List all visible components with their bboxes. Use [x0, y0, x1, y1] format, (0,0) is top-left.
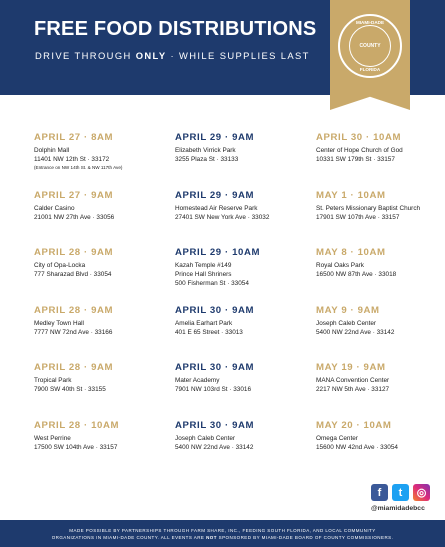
event-location: Mater Academy [175, 377, 220, 384]
event-date-time: MAY 9 · 9AM [316, 304, 380, 316]
event-location: Amelia Earhart Park [175, 319, 233, 327]
subtitle-post: · WHILE SUPPLIES LAST [166, 50, 310, 61]
event-location: St. Peters Missionary Baptist Church [316, 204, 421, 212]
subtitle-bold: ONLY [135, 50, 167, 61]
event-address: 27401 SW New York Ave · 33032 [175, 213, 270, 221]
event-location: Royal Oaks Park [316, 262, 364, 269]
event-location: Prince Hall Shriners [175, 271, 232, 278]
event-date-time: APRIL 30 · 9AM [175, 304, 255, 316]
events-grid [34, 132, 424, 477]
subtitle-pre: DRIVE THROUGH [35, 50, 136, 61]
event-location: Elizabeth Virrick Park [175, 147, 236, 154]
event-address: 10331 SW 179th St · 33157 [316, 156, 395, 163]
event-location: Dolphin Mall [34, 147, 70, 154]
social-links [371, 484, 430, 501]
facebook-icon[interactable]: f [371, 484, 388, 501]
event-address: 3255 Plaza St · 33133 [175, 156, 239, 163]
event-address: 2217 NW 5th Ave · 33127 [316, 386, 390, 393]
event-date-time: MAY 20 · 10AM [316, 419, 392, 431]
event-address: 11401 NW 12th St · 33172 [34, 156, 110, 163]
event-address: 21001 NW 27th Ave · 33056 [34, 213, 115, 221]
social-handle[interactable]: @miamidadebcc [371, 505, 425, 512]
page-title: FREE FOOD DISTRIBUTIONS [34, 18, 317, 40]
event-address: 7900 SW 40th St · 33155 [34, 386, 106, 393]
event-date-time: APRIL 30 · 9AM [175, 419, 255, 431]
event-card [175, 190, 316, 248]
event-entrance-note: (Entrance on NW 14th St. & NW 117th Ave) [34, 165, 123, 170]
event-address: 17500 SW 104th Ave · 33157 [34, 443, 118, 451]
event-card [316, 362, 436, 420]
event-location: Center of Hope Church of God [316, 147, 403, 154]
event-card [316, 190, 436, 248]
footer-line-2-pre: ORGANIZATIONS IN MIAMI-DADE COUNTY. ALL EVENTS ARE [51, 534, 207, 540]
seal-top-text: MIAMI-DADE [355, 20, 385, 25]
event-date-time: APRIL 28 · 9AM [34, 362, 114, 373]
event-address: 5400 NW 22nd Ave · 33142 [175, 443, 254, 451]
event-card [316, 132, 436, 190]
event-card [175, 247, 316, 305]
twitter-icon[interactable]: t [392, 484, 409, 501]
event-date-time: APRIL 28 · 9AM [34, 247, 114, 258]
event-card [175, 362, 316, 420]
event-address: 7901 NW 103rd St · 33016 [175, 386, 252, 393]
instagram-icon[interactable]: ◎ [413, 484, 430, 501]
event-date-time: MAY 1 · 10AM [316, 189, 386, 201]
event-address: 17901 SW 107th Ave · 33157 [316, 213, 400, 221]
event-card [175, 420, 316, 478]
event-date-time: APRIL 28 · 10AM [34, 419, 120, 431]
event-date-time: APRIL 27 · 9AM [34, 189, 114, 201]
event-location: Homestead Air Reserve Park [175, 204, 258, 212]
event-location: MANA Convention Center [316, 377, 390, 384]
seal-middle-text: COUNTY [359, 43, 381, 49]
footer-line-2-post: SPONSORED BY MIAMI-DADE BOARD OF COUNTY COMMISSIONERS. [216, 534, 394, 540]
footer-banner [0, 520, 445, 547]
event-address: 5400 NW 22nd Ave · 33142 [316, 328, 395, 336]
event-address: 15600 NW 42nd Ave · 33054 [316, 443, 398, 451]
event-location: Joseph Caleb Center [175, 434, 236, 442]
event-card [175, 305, 316, 363]
event-date-time: APRIL 28 · 9AM [34, 304, 114, 316]
event-address: 401 E 65 Street · 33013 [175, 328, 243, 336]
page-subtitle [35, 50, 310, 61]
event-location: Medley Town Hall [34, 319, 84, 327]
event-location: Joseph Caleb Center [316, 319, 377, 327]
county-seal-icon [338, 14, 402, 78]
event-address: 777 Sharazad Blvd · 33054 [34, 271, 112, 278]
event-location: City of Opa-Locka [34, 262, 86, 269]
footer-line-1: MADE POSSIBLE BY PARTNERSHIPS THROUGH FARM SHARE, INC., FEEDING SOUTH FLORIDA, AND LOCAL COMMUNITY [69, 527, 376, 533]
event-date-time: APRIL 29 · 9AM [175, 132, 255, 143]
event-date-time: MAY 19 · 9AM [316, 362, 386, 373]
event-card [175, 132, 316, 190]
event-location: Tropical Park [34, 377, 72, 384]
event-card [34, 132, 175, 190]
footer-line-2 [52, 534, 394, 541]
event-card [316, 247, 436, 305]
event-address: 7777 NW 72nd Ave · 33166 [34, 328, 113, 336]
event-date-time: APRIL 29 · 9AM [175, 189, 255, 201]
seal-bottom-text: FLORIDA [359, 67, 381, 72]
event-location: Kazah Temple #149 [175, 262, 232, 269]
event-location: Omega Center [316, 434, 358, 442]
event-address: 16500 NW 87th Ave · 33018 [316, 271, 397, 278]
event-date-time: APRIL 30 · 9AM [175, 362, 255, 373]
event-card [34, 247, 175, 305]
event-card [34, 190, 175, 248]
event-date-time: APRIL 29 · 10AM [175, 247, 261, 258]
event-date-time: APRIL 27 · 8AM [34, 132, 114, 143]
event-card [316, 420, 436, 478]
event-card [34, 362, 175, 420]
event-card [34, 420, 175, 478]
event-location: West Perrine [34, 434, 71, 442]
event-card [34, 305, 175, 363]
event-address: 500 Fisherman St · 33054 [175, 280, 249, 287]
footer-line-2-bold: NOT [206, 534, 217, 540]
event-date-time: MAY 8 · 10AM [316, 247, 386, 258]
event-location: Calder Casino [34, 204, 75, 212]
event-card [316, 305, 436, 363]
event-date-time: APRIL 30 · 10AM [316, 132, 402, 143]
